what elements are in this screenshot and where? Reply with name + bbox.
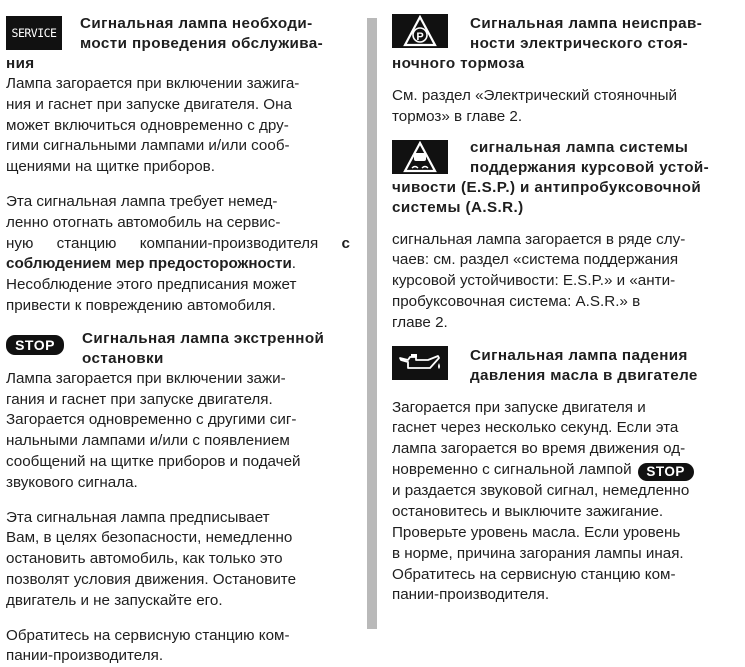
text-line: в норме, причина загорания лампы иная. — [392, 544, 684, 562]
oil-can-icon — [398, 350, 442, 376]
text-line: Загорается одновременно с другими сиг- — [6, 411, 297, 429]
stop-icon-label: STOP — [15, 336, 55, 353]
text-line: сообщений на щитке приборов и подачей — [6, 452, 301, 470]
text-line: Эта сигнальная лампа требует немед- — [6, 192, 278, 210]
service-icon-label: SERVICE — [11, 26, 57, 40]
parking-title-line: ночного тормоза — [392, 55, 525, 72]
oil-title-line: давления масла в двигателе — [470, 366, 698, 384]
text-line: сигнальная лампа загорается в ряде слу- — [392, 230, 686, 248]
esp-title-line: системы (A.S.R.) — [392, 198, 524, 216]
service-title-line: мости проведения обслужива- — [80, 35, 324, 52]
esp-icon — [392, 140, 448, 174]
text-line: гаснет через несколько секунд. Если эта — [392, 419, 679, 437]
text-line: гими сигнальными лампами и/или сооб- — [6, 137, 290, 155]
text-line: нальными лампами и/или с появлением — [6, 432, 290, 450]
parking-paragraph — [392, 86, 738, 128]
text-line: остановить автомобиль, как только это — [6, 550, 283, 568]
text-line: пробуксовочная система: A.S.R.» в — [392, 292, 641, 310]
bold-text: соблюдением мер предосторожности — [6, 255, 292, 273]
service-paragraph-1 — [6, 74, 350, 178]
service-section-head — [6, 16, 350, 54]
text-line: пании-производителя. — [392, 586, 550, 604]
text-line: двигатель и не запускайте его. — [6, 591, 223, 609]
text-line: См. раздел «Электрический стояночный — [392, 87, 677, 104]
esp-section-head — [392, 138, 738, 178]
text-line: пании-производителя. — [6, 647, 164, 665]
parking-title-line-3 — [392, 54, 738, 74]
esp-title — [470, 138, 709, 178]
esp-title-rest — [392, 178, 738, 218]
text-line: ния и гаснет при запуске двигателя. Она — [6, 95, 292, 113]
esp-title-line: чивости (E.S.P.) и антипробуксовочной — [392, 178, 702, 196]
parking-section-head — [392, 14, 738, 54]
text-line: щениями на щитке приборов. — [6, 158, 215, 176]
parking-title-line: ности электрического стоя- — [470, 35, 689, 52]
stop-paragraph-3 — [6, 626, 350, 667]
text-line: тормоз» в главе 2. — [392, 107, 523, 125]
text-line — [6, 234, 350, 255]
text-line: ленно отогнать автомобиль на сервис- — [6, 213, 281, 231]
text-line: лампа загорается во время движения од- — [392, 440, 686, 458]
text-line: Эта сигнальная лампа предписывает — [6, 508, 270, 526]
text-line: Проверьте уровень масла. Если уровень — [392, 523, 681, 541]
text-line: Загорается при запуске двигателя и — [392, 398, 646, 416]
stop-inline-label: STOP — [646, 463, 685, 479]
parking-title — [470, 14, 702, 54]
text-line: и раздается звуковой сигнал, немедленно — [392, 482, 690, 500]
stop-paragraph-1 — [6, 369, 350, 494]
esp-paragraph — [392, 230, 738, 334]
bold-text: с — [341, 234, 350, 252]
parking-brake-icon — [392, 14, 448, 48]
text-span: новременно с сигнальной лампой — [392, 460, 632, 478]
text-line: остановитесь и выключите зажигание. — [392, 503, 664, 521]
stop-title-line: остановки — [82, 349, 164, 367]
text-line: Несоблюдение этого предписания может — [6, 276, 297, 294]
stop-title — [82, 329, 324, 369]
text-line: Вам, в целях безопасности, немедленно — [6, 529, 293, 547]
text-line: привести к повреждению автомобиля. — [6, 296, 276, 314]
column-divider — [367, 18, 377, 629]
left-column — [6, 0, 350, 667]
oil-paragraph — [392, 398, 738, 607]
text-line: курсовой устойчивости: E.S.P.» и «анти- — [392, 272, 676, 290]
text-line: главе 2. — [392, 313, 448, 331]
parking-brake-triangle-icon — [403, 15, 437, 47]
text-line: позволят условия движения. Остановите — [6, 570, 297, 588]
oil-section-head — [392, 346, 738, 386]
stop-inline-icon — [638, 463, 694, 481]
service-title-line: Сигнальная лампа необходи- — [80, 15, 313, 32]
text-line: Обратитесь на сервисную станцию ком- — [6, 626, 290, 644]
service-title-line-3 — [6, 54, 350, 74]
text-line: может включиться одновременно с дру- — [6, 116, 289, 134]
text-line — [392, 460, 738, 481]
service-title-line: ния — [6, 55, 35, 72]
parking-icon-letter: P — [416, 31, 424, 43]
service-title — [80, 14, 323, 54]
oil-title — [470, 346, 698, 386]
text-line: гания и гаснет при запуске двигателя. — [6, 390, 273, 408]
stop-section-head — [6, 329, 350, 369]
text-line: Обратитесь на сервисную станцию ком- — [392, 565, 676, 583]
text-line — [6, 254, 350, 275]
esp-title-line: сигнальная лампа системы — [470, 138, 689, 156]
stop-paragraph-2 — [6, 508, 350, 612]
text-span: . — [291, 255, 297, 273]
text-line: Лампа загорается при включении зажи- — [6, 369, 286, 387]
stop-title-line: Сигнальная лампа экстренной — [82, 329, 325, 347]
stop-warning-icon — [6, 335, 64, 355]
text-line: чаев: см. раздел «система поддержания — [392, 251, 679, 269]
esp-title-line: поддержания курсовой устой- — [470, 158, 710, 176]
right-column — [392, 0, 738, 606]
text-line: звукового сигнала. — [6, 473, 138, 491]
parking-title-line: Сигнальная лампа неисправ- — [470, 15, 703, 32]
service-paragraph-2 — [6, 192, 350, 317]
text-span: ную станцию компании-производителя — [6, 234, 342, 252]
oil-pressure-icon — [392, 346, 448, 380]
esp-skid-triangle-icon — [403, 141, 437, 173]
service-warning-icon — [6, 16, 62, 50]
oil-title-line: Сигнальная лампа падения — [470, 346, 688, 364]
text-line: Лампа загорается при включении зажига- — [6, 75, 300, 92]
